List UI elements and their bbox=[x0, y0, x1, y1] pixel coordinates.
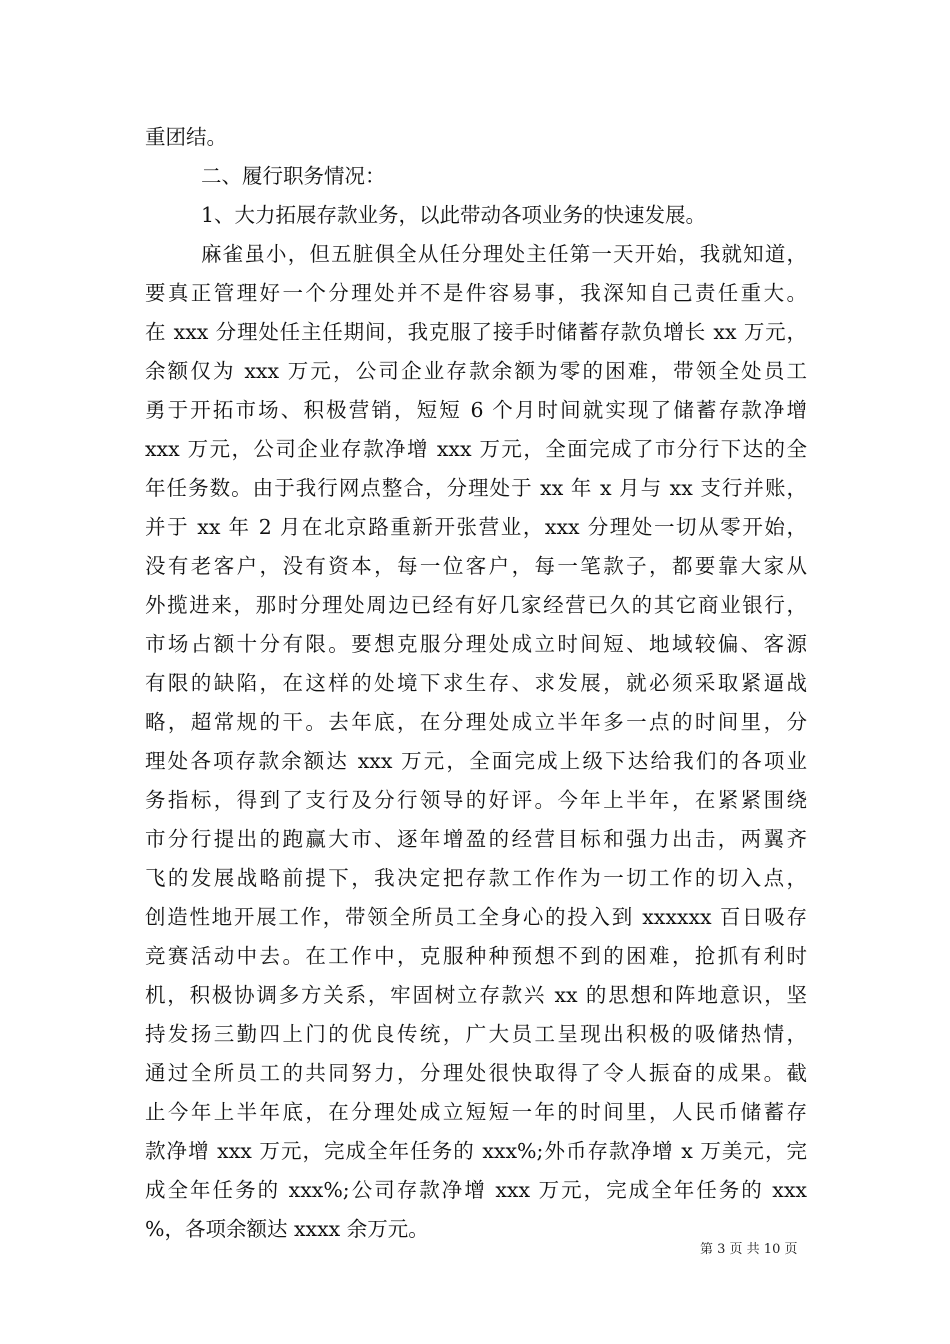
text-line: 在 xxx 分理处任主任期间，我克服了接手时储蓄存款负增长 xx 万元， bbox=[145, 320, 807, 344]
text-line: xxx 万元，公司企业存款净增 xxx 万元，全面完成了市分行下达的全 bbox=[145, 437, 807, 461]
section-heading: 二、履行职务情况： bbox=[201, 164, 386, 188]
page-number: 第 3 页 共 10 页 bbox=[700, 1242, 798, 1257]
text-line: 竞赛活动中去。在工作中，克服种种预想不到的困难，抢抓有利时 bbox=[145, 944, 807, 968]
text-line: 余额仅为 xxx 万元，公司企业存款余额为零的困难，带领全处员工 bbox=[145, 359, 807, 383]
text-line: 要真正管理好一个分理处并不是件容易事，我深知自己责任重大。 bbox=[145, 281, 807, 305]
text-line: 务指标，得到了支行及分行领导的好评。今年上半年，在紧紧围绕 bbox=[145, 788, 807, 812]
document-body bbox=[145, 118, 807, 1249]
text-line: 止今年上半年底，在分理处成立短短一年的时间里，人民币储蓄存 bbox=[145, 1100, 807, 1124]
subsection-heading: 1、大力拓展存款业务，以此带动各项业务的快速发展。 bbox=[201, 203, 707, 227]
text-line: 款净增 xxx 万元，完成全年任务的 xxx%;外币存款净增 x 万美元，完 bbox=[145, 1139, 807, 1163]
text-line: 通过全所员工的共同努力，分理处很快取得了令人振奋的成果。截 bbox=[145, 1061, 807, 1085]
text-line: 勇于开拓市场、积极营销，短短 6 个月时间就实现了储蓄存款净增 bbox=[145, 398, 807, 422]
text-line: 理处各项存款余额达 xxx 万元，全面完成上级下达给我们的各项业 bbox=[145, 749, 807, 773]
text-line: 没有老客户，没有资本，每一位客户，每一笔款子，都要靠大家从 bbox=[145, 554, 807, 578]
text-line: 并于 xx 年 2 月在北京路重新开张营业，xxx 分理处一切从零开始， bbox=[145, 515, 807, 539]
text-line: 持发扬三勤四上门的优良传统，广大员工呈现出积极的吸储热情， bbox=[145, 1022, 807, 1046]
text-line: 飞的发展战略前提下，我决定把存款工作作为一切工作的切入点， bbox=[145, 866, 807, 890]
text-line: 重团结。 bbox=[145, 125, 227, 149]
text-line: %，各项余额达 xxxx 余万元。 bbox=[145, 1217, 429, 1241]
text-line: 市场占额十分有限。要想克服分理处成立时间短、地域较偏、客源 bbox=[145, 632, 807, 656]
text-line: 机，积极协调多方关系，牢固树立存款兴 xx 的思想和阵地意识，坚 bbox=[145, 983, 807, 1007]
text-line: 成全年任务的 xxx%;公司存款净增 xxx 万元，完成全年任务的 xxx bbox=[145, 1178, 807, 1202]
text-line: 有限的缺陷，在这样的处境下求生存、求发展，就必须采取紧逼战 bbox=[145, 671, 807, 695]
text-line: 年任务数。由于我行网点整合，分理处于 xx 年 x 月与 xx 支行并账， bbox=[145, 476, 807, 500]
text-line: 创造性地开展工作，带领全所员工全身心的投入到 xxxxxx 百日吸存 bbox=[145, 905, 807, 929]
text-line: 外揽进来，那时分理处周边已经有好几家经营已久的其它商业银行， bbox=[145, 593, 807, 617]
paragraph-first-line: 麻雀虽小，但五脏俱全从任分理处主任第一天开始，我就知道， bbox=[201, 242, 807, 266]
text-line: 略，超常规的干。去年底，在分理处成立半年多一点的时间里，分 bbox=[145, 710, 807, 734]
text-line: 市分行提出的跑赢大市、逐年增盈的经营目标和强力出击，两翼齐 bbox=[145, 827, 807, 851]
